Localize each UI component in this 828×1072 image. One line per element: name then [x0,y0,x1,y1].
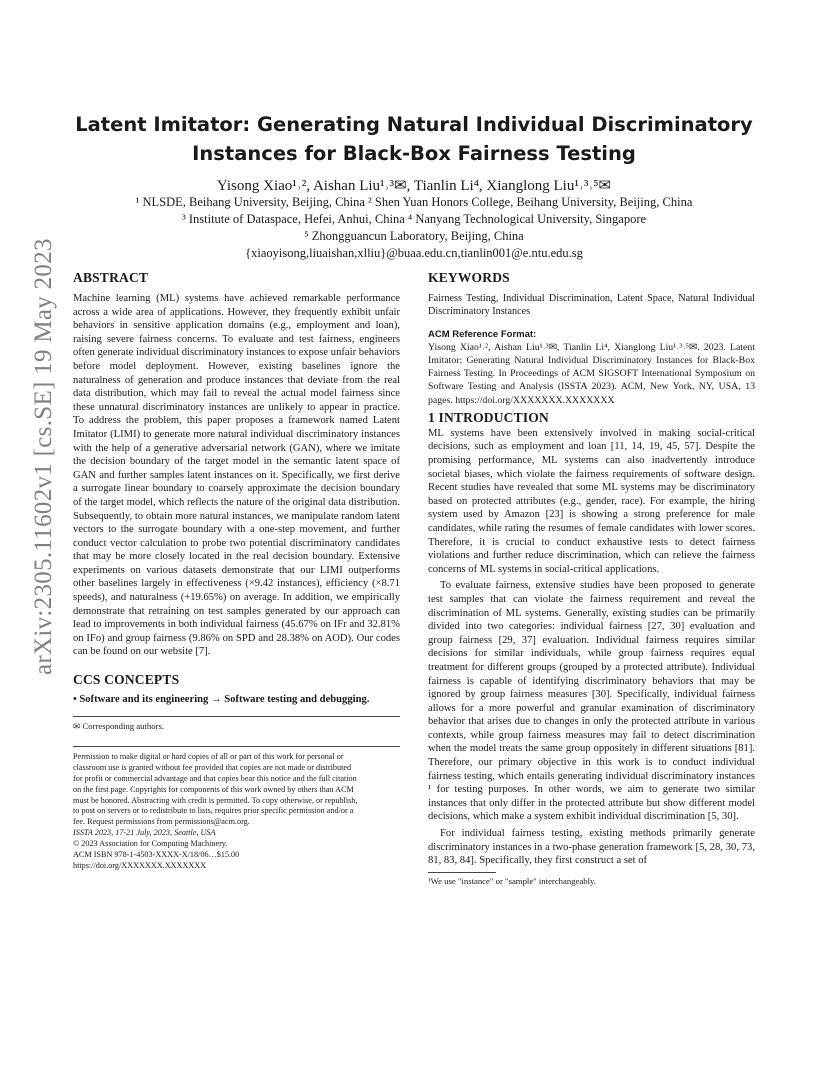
left-column [73,270,400,872]
intro-paragraph: ML systems have been extensively involved in making social-critical decisions, such as employment and loan [11, 14, 19, 45, 57]. Despite the promising performance, ML systems can also inadvertently introduce societal biases, which violate the fairness requirements of software design. Recent studies have revealed that some ML systems may be discriminatory based on protected attributes (e.g., gender, race). For example, the hiring system used by Amazon [23] is showing a strong preference for male candidates, while rating the resumes of female candidates with lower scores. Therefore, it is crucial to conduct exhaustive tests to detect fairness violations and further reduce discrimination, which can relieve the fairness concerns of ML systems in social-critical applications. [428,427,755,575]
permission-rule [73,746,400,747]
author-list: Yisong Xiao¹˒², Aishan Liu¹˒³✉, Tianlin Li⁴, Xianglong Liu¹˒³˒⁵✉ [216,178,612,194]
footnote-rule [73,716,400,717]
copyright-line: © 2023 Association for Computing Machinery. [73,839,228,849]
footnote-rule [428,872,496,873]
isbn-line: ACM ISBN 978-1-4503-XXXX-X/18/06…$15.00 [73,850,240,860]
right-column [428,270,755,887]
author-emails: {xiaoyisong,liuaishan,xlliu}@buaa.edu.cn,tianlin001@e.ntu.edu.sg [245,246,583,260]
permission-line: Permission to make digital or hard copies of all or part of this work for personal or [73,751,344,761]
affiliation-line: ¹ NLSDE, Beihang University, Beijing, China ² Shen Yuan Honors College, Beihang University, Beijing, China [135,195,693,209]
permission-line: for profit or commercial advantage and that copies bear this notice and the full citation [73,773,357,783]
doi-line[interactable]: https://doi.org/XXXXXXX.XXXXXXX [73,860,207,870]
affiliations [60,194,768,262]
conference-info: ISSTA 2023, 17-21 July, 2023, Seattle, USA [73,828,216,838]
affiliation-line: ³ Institute of Dataspace, Hefei, Anhui, China ⁴ Nanyang Technological University, Singapore [181,212,647,226]
permission-line: must be honored. Abstracting with credit is permitted. To copy otherwise, or republish, [73,795,358,805]
introduction-heading: 1 INTRODUCTION [428,409,549,425]
abstract-text: Machine learning (ML) systems have achieved remarkable performance across a wide area of applications. However, they frequently exhibit unfair behaviors in sensitive application domains (e.g., employment and loan), raising severe fairness concerns. To evaluate and test fairness, engineers often generate individual discriminatory instances to expose unfair behaviors before model deployment. However, existing baselines ignore the naturalness of generation and produce instances that deviate from the real data distribution, which may fail to reveal the actual model fairness since these unnatural discriminatory instances are unlikely to appear in practice. To address the problem, this paper proposes a framework named Latent Imitator (LIMI) to generate more natural individual discriminatory instances with the help of a generative adversarial network (GAN), where we imitate the decision boundary of the target model in the semantic latent space of GAN and further samples latent instances on it. Specifically, we first derive a surrogate linear boundary to coarsely approximate the decision boundary of the target model, which reflects the nature of the original data distribution. Subsequently, to obtain more natural instances, we manipulate random latent vectors to the surrogate boundary with a one-step movement, and further conduct vector calculation to probe two potential discriminatory candidates that may be more closely located in the real decision boundary. Extensive experiments on various datasets demonstrate that our LIMI outperforms other baselines largely in effectiveness (×9.42 instances), efficiency (×8.71 speeds), and naturalness (+19.65%) on average. In addition, we empirically demonstrate that retraining on test samples generated by our approach can lead to improvements in both individual fairness (45.67% on IFr and 32.81% on IFo) and group fairness (9.86% on SPD and 28.38% on AOD). Our codes can be found on our website [7]. [73,293,400,658]
acm-reference-heading: ACM Reference Format: [428,328,537,340]
arxiv-identifier [28,238,57,675]
permission-line: to post on servers or to redistribute to lists, requires prior specific permission and/or a [73,806,354,816]
permission-line: fee. Request permissions from permissions@acm.org. [73,817,250,827]
intro-footnote: ¹We use "instance" or "sample" interchangeably. [428,875,596,886]
corresponding-authors-note: ✉ Corresponding authors. [73,720,165,731]
permission-line: on the first page. Copyrights for components of this work owned by others than ACM [73,784,354,794]
paper-title [60,110,768,168]
acm-reference-text: Yisong Xiao¹˒², Aishan Liu¹˒³✉, Tianlin Li⁴, Xianglong Liu¹˒³˒⁵✉. 2023. Latent Imitator: Generating Natural Individual Discriminatory Instances for Black-Box Fairness Testing. In Proceedings of ACM SIGSOFT International Symposium on Software Testing and Analysis (ISSTA 2023). ACM, New York, NY, USA, 13 pages. https://doi.org/XXXXXXX.XXXXXXX [428,341,755,406]
title-line-1: Latent Imitator: Generating Natural Individual Discriminatory [75,113,753,136]
ccs-concepts: • Software and its engineering → Software testing and debugging. [73,694,370,706]
keywords-text: Fairness Testing, Individual Discrimination, Latent Space, Natural Individual Discriminatory Instances [428,293,755,318]
permission-line: classroom use is granted without fee provided that copies are not made or distributed [73,762,352,772]
intro-paragraph: For individual fairness testing, existing methods primarily generate discriminatory instances in a two-phase generation framework [5, 28, 30, 73, 81, 83, 84]. Specifically, they first construct a set of [428,828,755,867]
keywords-heading: KEYWORDS [428,270,510,285]
arxiv-id-text: arXiv:2305.11602v1 [cs.SE] 19 May 2023 [30,238,57,675]
title-line-2: Instances for Black-Box Fairness Testing [192,142,636,165]
ccs-heading: CCS CONCEPTS [73,672,180,688]
intro-paragraph: To evaluate fairness, extensive studies have been proposed to generate test samples that can violate the fairness requirement and reveal the discrimination of ML systems. Generally, existing studies can be primarily divided into two categories: individual fairness [27, 30] evaluation and group fairness [29, 37] evaluation. Individual fairness requires similar decisions for similar individuals, while group fairness requires equal treatment for different groups (grouped by a protected attribute). Individual fairness is capable of identifying discriminatory behaviors that may be ignored by group fairness measures [30]. Specifically, individual fairness allows for a more powerful and granular examination of discriminatory behavior that arises due to changes in only the protected attribute in various contexts, while group fairness measures may fail to detect discrimination when the model treats the same group oppositely in different situations [81]. Therefore, our primary objective in this work is to conduct individual fairness testing, which entails generating individual discriminatory instances ¹ for testing purposes. In other words, we aim to generate two similar instances that only differ in the protected attribute but show different model decisions, which make a system exhibit individual discrimination [5, 30]. [428,580,755,823]
affiliation-line: ⁵ Zhongguancun Laboratory, Beijing, China [304,229,524,243]
permission-block [73,752,400,872]
abstract-heading: ABSTRACT [73,270,149,285]
